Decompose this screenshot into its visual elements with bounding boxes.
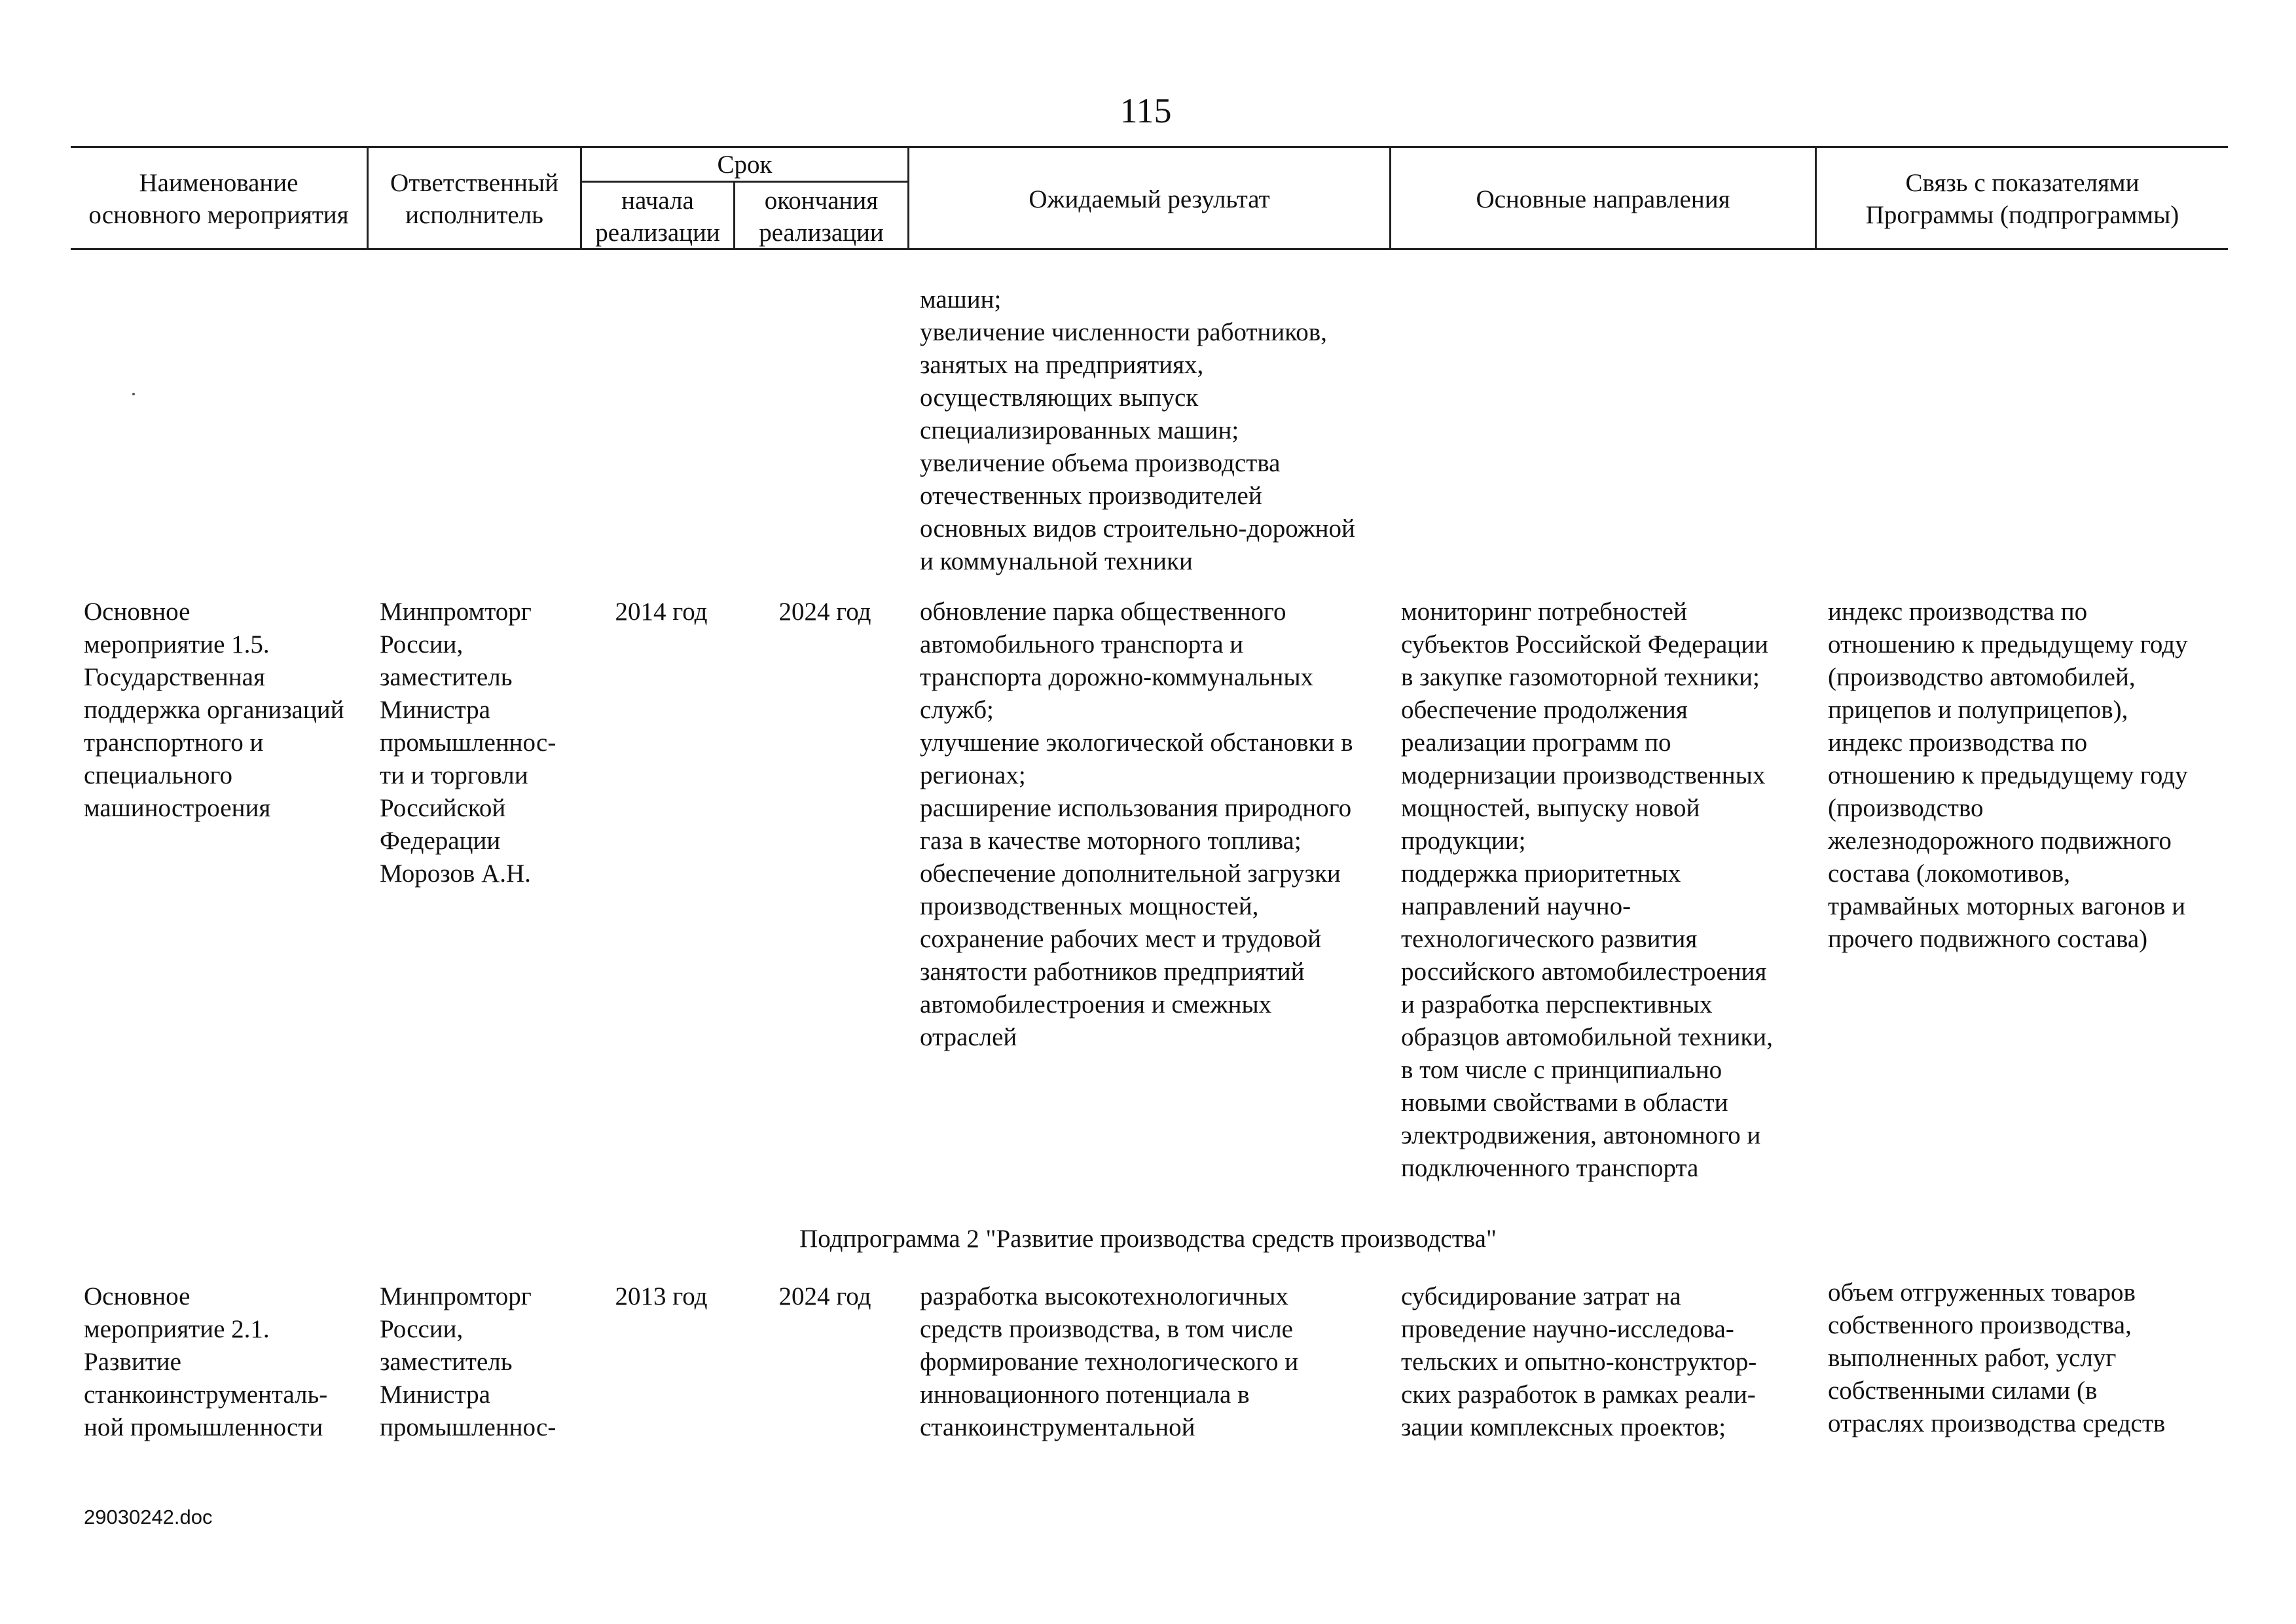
table-row-executor-cell: Минпромторг России, заместитель Министра промышленнос- ти и торговли Российской Федерации Морозов А.Н. [380,598,556,888]
header-bottom-rule [71,248,2228,250]
table-row-link-cell: объем отгруженных товаров собственного производства, выполненных работ, услуг собственными силами (в отраслях производства средств [1828,1278,2166,1437]
scan-speck [132,393,135,395]
column-header-end: окончания реализации [759,187,884,247]
column-header-link: Связь с показателями Программы (подпрограммы) [1865,169,2179,229]
column-header-term: Срок [717,151,773,179]
column-header-executor: Ответственный исполнитель [390,169,558,229]
table-row-executor-cell: Минпромторг России, заместитель Министра промышленнос- [380,1282,556,1441]
table-row-end-cell: 2024 год [778,1282,871,1310]
footer-file-name: 29030242.doc [84,1506,213,1528]
table-row-start-cell: 2013 год [615,1282,708,1310]
table-row-result-cell: обновление парка общественного автомобильного транспорта и транспорта дорожно-коммунальных служб; улучшение экологической обстановки в регионах; расширение использования природного газа в качестве моторного топлива; обеспечение дополнительной загрузки производственных мощностей, сохранение рабочих мест и трудовой занятости работников предприятий автомобилестроения и смежных отраслей [920,598,1353,1051]
table-row-directions-cell: субсидирование затрат на проведение научно-исследова- тельских и опытно-конструктор- ских разработок в рамках реали- зации комплексных проектов; [1401,1282,1757,1441]
continuation-result-cell: машин; увеличение численности работников, занятых на предприятиях, осуществляющих выпуск специализированных машин; увеличение объема производства отечественных производителей основных видов строительно-дорожной и коммунальной техники [920,285,1355,575]
table-row-name-cell: Основное мероприятие 2.1. Развитие станкоинструменталь- ной промышленности [84,1282,328,1441]
term-subheader-rule [580,181,909,183]
table-row-start-cell: 2014 год [615,598,708,626]
table-row-name-cell: Основное мероприятие 1.5. Государственная поддержка организаций транспортного и специального машиностроения [84,598,344,822]
column-header-start: начала реализации [595,187,720,247]
column-header-result: Ожидаемый результат [1029,185,1270,213]
table-row-result-cell: разработка высокотехнологичных средств производства, в том числе формирование технологического и инновационного потенциала в станкоинструментальной [920,1282,1299,1441]
column-header-name: Наименование основного мероприятия [88,169,349,229]
page-number: 115 [1120,91,1172,130]
subprogram-title: Подпрограмма 2 "Развитие производства средств производства" [799,1225,1497,1253]
table-row-end-cell: 2024 год [778,598,871,626]
header-top-rule [71,146,2228,148]
table-row-directions-cell: мониторинг потребностей субъектов Российской Федерации в закупке газомоторной техники; обеспечение продолжения реализации программ по модернизации производственных мощностей, выпуску новой продукции; поддержка приоритетных направлений научно- технологического развития российского автомобилестроения и разработка перспективных образцов автомобильной техники, в том числе с принципиально новыми свойствами в области электродвижения, автономного и подключенного транспорта [1401,598,1773,1182]
table-row-link-cell: индекс производства по отношению к предыдущему году (производство автомобилей, прицепов и полуприцепов), индекс производства по отношению к предыдущему году (производство железнодорожного подвижного состава (локомотивов, трамвайных моторных вагонов и прочего подвижного состава) [1828,598,2188,953]
column-header-directions: Основные направления [1476,185,1730,213]
